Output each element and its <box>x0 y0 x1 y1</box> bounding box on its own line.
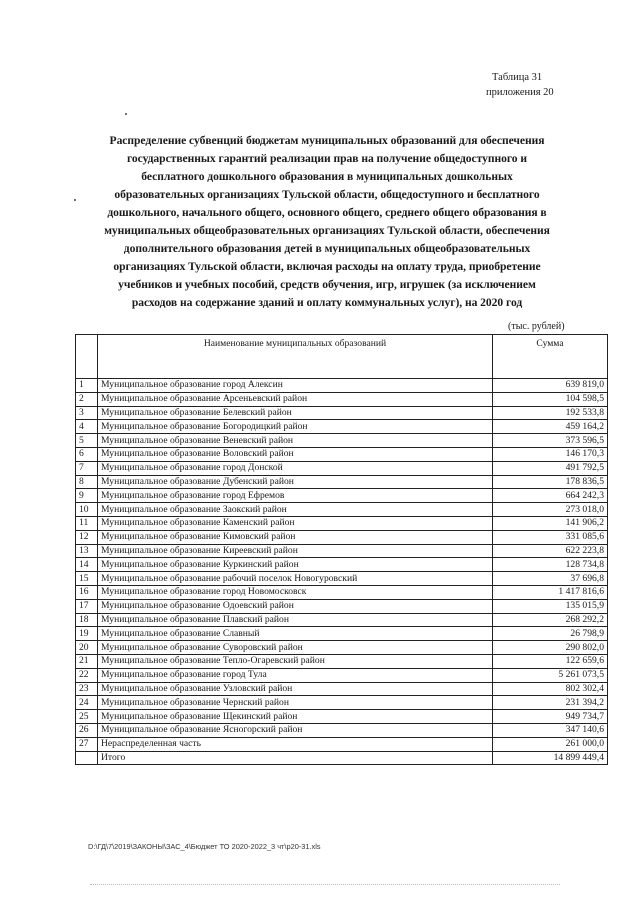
subventions-table <box>75 334 608 765</box>
row-number: 3 <box>76 406 98 420</box>
scan-speck <box>125 113 127 115</box>
table-row <box>76 544 608 558</box>
row-number: 9 <box>76 489 98 503</box>
row-name: Муниципальное образование Ясногорский район <box>98 723 493 737</box>
table-row <box>76 379 608 393</box>
row-number: 12 <box>76 530 98 544</box>
row-sum: 491 792,5 <box>493 461 608 475</box>
table-row <box>76 572 608 586</box>
row-number: 17 <box>76 599 98 613</box>
row-name: Муниципальное образование город Донской <box>98 461 493 475</box>
table-row <box>76 682 608 696</box>
table-row <box>76 503 608 517</box>
row-name: Муниципальное образование город Алексин <box>98 379 493 393</box>
row-sum: 949 734,7 <box>493 710 608 724</box>
row-name: Муниципальное образование Тепло-Огаревский район <box>98 654 493 668</box>
row-sum: 802 302,4 <box>493 682 608 696</box>
row-sum: 122 659,6 <box>493 654 608 668</box>
row-number: 15 <box>76 572 98 586</box>
row-sum: 331 085,6 <box>493 530 608 544</box>
row-name: Муниципальное образование Каменский район <box>98 516 493 530</box>
row-name: Муниципальное образование город Тула <box>98 668 493 682</box>
row-number: 16 <box>76 585 98 599</box>
table-row <box>76 627 608 641</box>
row-sum: 128 734,8 <box>493 558 608 572</box>
row-number <box>76 751 98 765</box>
row-name: Муниципальное образование Куркинский район <box>98 558 493 572</box>
document-title: Распределение субвенций бюджетам муниципальных образований для обеспечения государственных гарантий реализации прав на получение общедоступного и бесплатного дошкольного образования в муниципальных дошкольных образовательных организациях Тульской области, общедоступного и бесплатного дошкольного, начального общего, основного общего, среднего общего образования в муниципальных общеобразовательных организациях Тульской области, обеспечения дополнительного образования детей в муниципальных общеобразовательных организациях Тульской области, включая расходы на оплату труда, приобретение учебников и учебных пособий, средств обучения, игр, игрушек (за исключением расходов на содержание зданий и оплату коммунальных услуг), на 2020 год <box>104 134 550 309</box>
row-sum: 347 140,6 <box>493 723 608 737</box>
table-row <box>76 475 608 489</box>
table-body <box>76 379 608 765</box>
row-number: 11 <box>76 516 98 530</box>
row-name: Муниципальное образование Воловский район <box>98 447 493 461</box>
row-name: Муниципальное образование Веневский район <box>98 434 493 448</box>
row-name: Итого <box>98 751 493 765</box>
table-row <box>76 558 608 572</box>
row-sum: 268 292,2 <box>493 613 608 627</box>
table-row <box>76 613 608 627</box>
row-sum: 37 696,8 <box>493 572 608 586</box>
row-name: Муниципальное образование Одоевский район <box>98 599 493 613</box>
row-name: Муниципальное образование Плавский район <box>98 613 493 627</box>
table-row <box>76 461 608 475</box>
table-row <box>76 654 608 668</box>
table-row <box>76 447 608 461</box>
table-row <box>76 420 608 434</box>
row-name: Муниципальное образование город Новомосковск <box>98 585 493 599</box>
row-number: 23 <box>76 682 98 696</box>
row-number: 18 <box>76 613 98 627</box>
row-number: 24 <box>76 696 98 710</box>
row-sum: 5 261 073,5 <box>493 668 608 682</box>
row-number: 20 <box>76 641 98 655</box>
row-number: 4 <box>76 420 98 434</box>
table-row <box>76 392 608 406</box>
table-row <box>76 599 608 613</box>
row-number: 8 <box>76 475 98 489</box>
row-sum: 14 899 449,4 <box>493 751 608 765</box>
row-sum: 261 000,0 <box>493 737 608 751</box>
row-sum: 135 015,9 <box>493 599 608 613</box>
row-sum: 141 906,2 <box>493 516 608 530</box>
row-number: 10 <box>76 503 98 517</box>
row-number: 1 <box>76 379 98 393</box>
row-number: 27 <box>76 737 98 751</box>
table-row <box>76 696 608 710</box>
table-row <box>76 710 608 724</box>
table-number: Таблица 31 <box>492 72 543 83</box>
row-name: Муниципальное образование рабочий поселок Новогуровский <box>98 572 493 586</box>
row-number: 21 <box>76 654 98 668</box>
row-sum: 639 819,0 <box>493 379 608 393</box>
row-number: 22 <box>76 668 98 682</box>
name-column-header: Наименование муниципальных образований <box>98 335 493 379</box>
row-name: Муниципальное образование Заокский район <box>98 503 493 517</box>
table-row <box>76 737 608 751</box>
row-sum: 290 802,0 <box>493 641 608 655</box>
table-row <box>76 585 608 599</box>
row-name: Муниципальное образование Узловский район <box>98 682 493 696</box>
appendix-number: приложения 20 <box>486 87 554 98</box>
row-sum: 1 417 816,6 <box>493 585 608 599</box>
number-column-header <box>76 335 98 379</box>
table-row <box>76 641 608 655</box>
scan-dotted-line <box>90 884 560 886</box>
row-number: 5 <box>76 434 98 448</box>
row-name: Муниципальное образование Арсеньевский район <box>98 392 493 406</box>
row-sum: 622 223,8 <box>493 544 608 558</box>
table-header-row <box>76 335 608 379</box>
row-name: Муниципальное образование город Ефремов <box>98 489 493 503</box>
row-name: Муниципальное образование Славный <box>98 627 493 641</box>
row-name: Нераспределенная часть <box>98 737 493 751</box>
row-sum: 373 596,5 <box>493 434 608 448</box>
table-row <box>76 530 608 544</box>
row-name: Муниципальное образование Кимовский район <box>98 530 493 544</box>
row-number: 6 <box>76 447 98 461</box>
row-sum: 192 533,8 <box>493 406 608 420</box>
row-number: 13 <box>76 544 98 558</box>
table-row <box>76 516 608 530</box>
row-name: Муниципальное образование Суворовский район <box>98 641 493 655</box>
table-row <box>76 723 608 737</box>
row-sum: 231 394,2 <box>493 696 608 710</box>
table-row <box>76 434 608 448</box>
row-sum: 664 242,3 <box>493 489 608 503</box>
row-sum: 104 598,5 <box>493 392 608 406</box>
table-row <box>76 489 608 503</box>
row-sum: 146 170,3 <box>493 447 608 461</box>
row-number: 14 <box>76 558 98 572</box>
file-path-footer: D:\ГД\7\2019\ЗАКОНЫ\ЗАС_4\Бюджет ТО 2020-2022_3 чт\р20-31.xls <box>88 842 321 851</box>
sum-column-header: Сумма <box>493 335 608 379</box>
row-number: 2 <box>76 392 98 406</box>
row-name: Муниципальное образование Киреевский район <box>98 544 493 558</box>
row-number: 19 <box>76 627 98 641</box>
row-name: Муниципальное образование Богородицкий район <box>98 420 493 434</box>
row-name: Муниципальное образование Щекинский район <box>98 710 493 724</box>
total-row <box>76 751 608 765</box>
table-row <box>76 406 608 420</box>
row-sum: 459 164,2 <box>493 420 608 434</box>
row-sum: 178 836,5 <box>493 475 608 489</box>
units-label: (тыс. рублей) <box>508 321 565 332</box>
row-name: Муниципальное образование Чернский район <box>98 696 493 710</box>
row-number: 25 <box>76 710 98 724</box>
row-name: Муниципальное образование Дубенский район <box>98 475 493 489</box>
row-sum: 26 798,9 <box>493 627 608 641</box>
row-sum: 273 018,0 <box>493 503 608 517</box>
row-number: 7 <box>76 461 98 475</box>
table-row <box>76 668 608 682</box>
row-name: Муниципальное образование Белевский район <box>98 406 493 420</box>
row-number: 26 <box>76 723 98 737</box>
table-reference <box>486 70 606 100</box>
